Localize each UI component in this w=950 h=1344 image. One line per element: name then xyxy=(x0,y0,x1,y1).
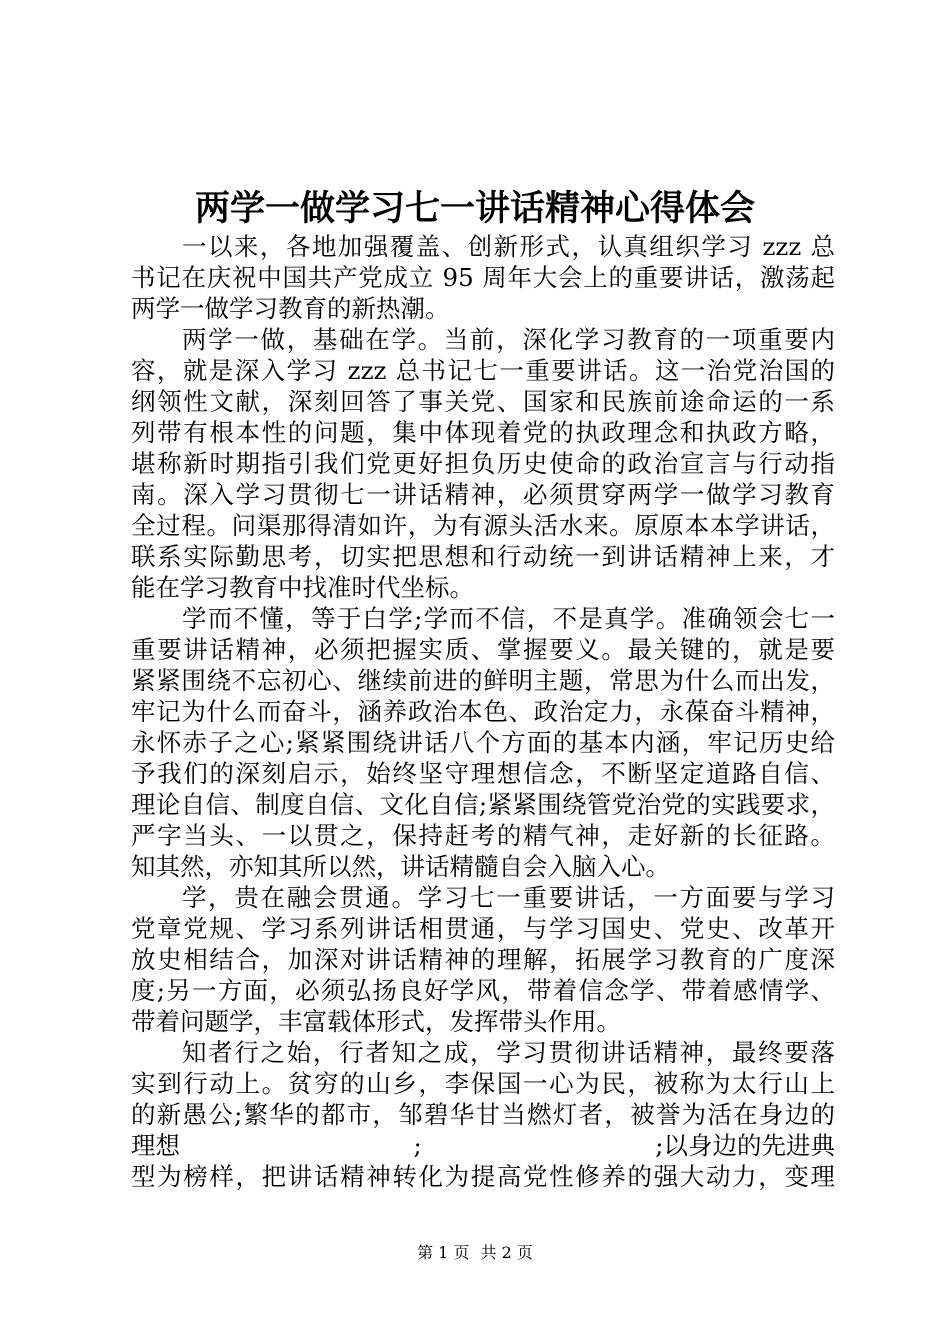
paragraph-line: 严字当头、一以贯之，保持赶考的精气神，走好新的长征路。 xyxy=(131,821,835,850)
spread-segment: 理想 xyxy=(131,1131,180,1160)
paragraph-line: 纲领性文献，深刻回答了事关党、国家和民族前途命运的一系 xyxy=(131,387,835,416)
paragraph-line: 带着问题学，丰富载体形式，发挥带头作用。 xyxy=(131,1007,621,1036)
paragraph-line: 容，就是深入学习 zzz 总书记七一重要讲话。这一治党治国的 xyxy=(131,356,835,385)
spread-segment: ; xyxy=(413,1131,422,1160)
paragraph-line: 永怀赤子之心;紧紧围绕讲话八个方面的基本内涵，牢记历史给 xyxy=(131,728,835,757)
page-footer xyxy=(0,1242,950,1264)
document-body xyxy=(131,231,835,1192)
paragraph-line: 两学一做学习教育的新热潮。 xyxy=(131,294,450,323)
paragraph-line: 堪称新时期指引我们党更好担负历史使命的政治宣言与行动指 xyxy=(131,449,835,478)
paragraph-line: 全过程。问渠那得清如许，为有源头活水来。原原本本学讲话， xyxy=(131,511,835,540)
paragraph-line: 一以来，各地加强覆盖、创新形式，认真组织学习 zzz 总 xyxy=(182,232,835,261)
paragraph-line: 学而不懂，等于白学;学而不信，不是真学。准确领会七一 xyxy=(182,604,835,633)
paragraph-line: 能在学习教育中找准时代坐标。 xyxy=(131,573,474,602)
paragraph-line: 型为榜样，把讲话精神转化为提高党性修养的强大动力，变理 xyxy=(131,1162,835,1191)
paragraph-line: 度;另一方面，必须弘扬良好学风，带着信念学、带着感情学、 xyxy=(131,976,835,1005)
paragraph-line: 学，贵在融会贯通。学习七一重要讲话，一方面要与学习 xyxy=(182,883,835,912)
spread-segment: ;以身边的先进典 xyxy=(655,1131,835,1160)
paragraph-line: 的新愚公;繁华的都市，邹碧华甘当燃灯者，被誉为活在身边的 xyxy=(131,1100,835,1129)
paragraph-line: 知其然，亦知其所以然，讲话精髓自会入脑入心。 xyxy=(131,852,670,881)
paragraph-line: 知者行之始，行者知之成，学习贯彻讲话精神，最终要落 xyxy=(182,1038,835,1067)
paragraph-line: 列带有根本性的问题，集中体现着党的执政理念和执政方略， xyxy=(131,418,835,447)
paragraph-line: 予我们的深刻启示，始终坚守理想信念，不断坚定道路自信、 xyxy=(131,759,835,788)
document-title: 两学一做学习七一讲话精神心得体会 xyxy=(194,188,755,229)
paragraph-line: 牢记为什么而奋斗，涵养政治本色、政治定力，永葆奋斗精神， xyxy=(131,697,835,726)
paragraph-line: 理论自信、制度自信、文化自信;紧紧围绕管党治党的实践要求， xyxy=(131,790,835,819)
paragraph-line: 重要讲话精神，必须把握实质、掌握要义。最关键的，就是要 xyxy=(131,635,835,664)
paragraph-line: 紧紧围绕不忘初心、继续前进的鲜明主题，常思为什么而出发， xyxy=(131,666,835,695)
paragraph-line: 党章党规、学习系列讲话相贯通，与学习国史、党史、改革开 xyxy=(131,914,835,943)
paragraph-line: 放史相结合，加深对讲话精神的理解，拓展学习教育的广度深 xyxy=(131,945,835,974)
paragraph-line: 实到行动上。贫穷的山乡，李保国一心为民，被称为太行山上 xyxy=(131,1069,835,1098)
paragraph-line: 南。深入学习贯彻七一讲话精神，必须贯穿两学一做学习教育 xyxy=(131,480,835,509)
page-total: 共 2 页 xyxy=(480,1243,533,1262)
paragraph-line: 书记在庆祝中国共产党成立 95 周年大会上的重要讲话，激荡起 xyxy=(131,263,835,292)
page-number: 第 1 页 xyxy=(417,1243,470,1262)
paragraph-line: 两学一做，基础在学。当前，深化学习教育的一项重要内 xyxy=(182,325,835,354)
paragraph-line: 联系实际勤思考，切实把思想和行动统一到讲话精神上来，才 xyxy=(131,542,835,571)
paragraph-line-spread xyxy=(131,1130,835,1161)
